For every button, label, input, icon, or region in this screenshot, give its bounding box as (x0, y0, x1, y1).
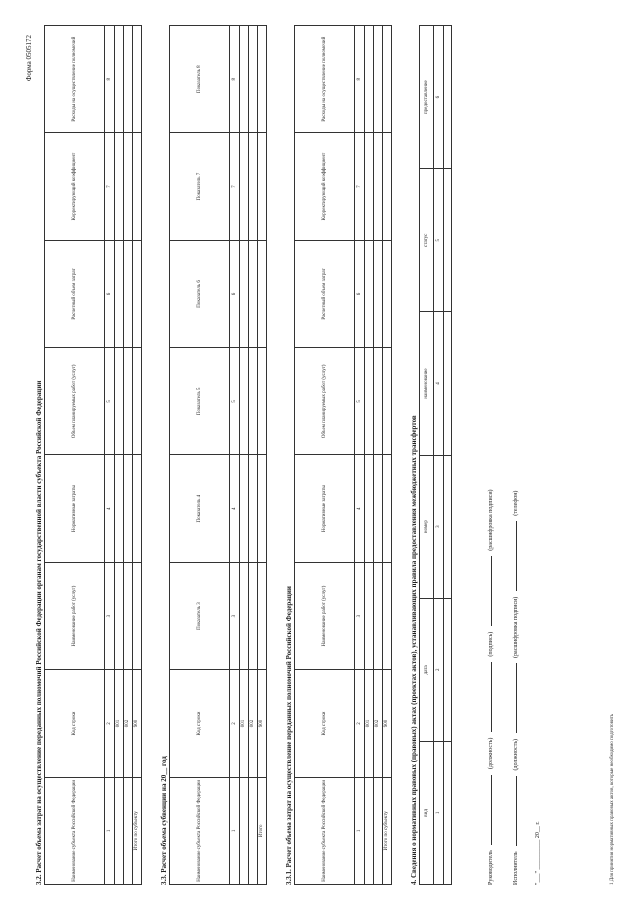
s3-n6: 7 (355, 133, 365, 240)
section-1-table (44, 25, 142, 885)
s2-n2: 3 (230, 562, 240, 669)
head-name-line (485, 556, 492, 626)
section-2-title: 3.3. Расчет объема субвенции на 20__ год (160, 756, 168, 885)
s2-h4: Показатель 5 (170, 348, 230, 455)
s1-r0-c0 (115, 777, 124, 884)
s2-r1-c0 (249, 777, 258, 884)
s2-h1: Код строки (170, 670, 230, 777)
s3-h2: Наименование работ (услуг) (295, 562, 355, 669)
section-2 (160, 25, 267, 885)
s1-h3: Нормативные затраты (45, 455, 105, 562)
s3-h1: Код строки (295, 670, 355, 777)
s2-h3: Показатель 4 (170, 455, 230, 562)
s1-n7: 8 (105, 26, 115, 133)
s1-r1-c1: 002 (124, 670, 133, 777)
head-pos: (должность) (488, 737, 494, 770)
s1-h5: Расчетный объем затрат (45, 240, 105, 347)
s1-r1-c0 (124, 777, 133, 884)
s2-n4: 5 (230, 348, 240, 455)
s2-n7: 8 (230, 26, 240, 133)
s2-r0-c1: 001 (240, 670, 249, 777)
s1-h7: Расходы на осуществление полномочий (45, 26, 105, 133)
s3-r2-c0: Итого по субъекту (383, 777, 392, 884)
head-pos-line (485, 775, 492, 845)
s2-r2-c0: Итого (258, 777, 267, 884)
s4-n2: 3 (434, 455, 444, 598)
s1-h2: Наименование работ (услуг) (45, 562, 105, 669)
s2-r2-c1: 900 (258, 670, 267, 777)
footnote: 1 Для принятия нормативных правовых актов, которые необходимо подготовить (610, 713, 615, 885)
s2-n0: 1 (230, 777, 240, 884)
s3-h7: Расходы на осуществление полномочий (295, 26, 355, 133)
s1-n5: 6 (105, 240, 115, 347)
s1-n4: 5 (105, 348, 115, 455)
s1-n0: 1 (105, 777, 115, 884)
exec-name-line (510, 663, 517, 733)
s2-h5: Показатель 6 (170, 240, 230, 347)
s3-h0: Наименование субъекта Российской Федерации (295, 777, 355, 884)
signature-date: "___" __________ 20__ г. (535, 821, 541, 885)
s2-n5: 6 (230, 240, 240, 347)
s3-h6: Корректирующий коэффициент (295, 133, 355, 240)
s3-n5: 6 (355, 240, 365, 347)
s3-n3: 4 (355, 455, 365, 562)
section-4-table (419, 25, 452, 885)
exec-pos-line (510, 776, 517, 846)
s3-h5: Расчетный объем затрат (295, 240, 355, 347)
executor-label: Исполнитель (513, 851, 519, 885)
signature-head (485, 489, 494, 885)
s4-h5: предоставление (420, 26, 434, 169)
s2-r0-c0 (240, 777, 249, 884)
s2-n1: 2 (230, 670, 240, 777)
s4-h3: наименование (420, 312, 434, 455)
s1-r0-c1: 001 (115, 670, 124, 777)
section-3-table (294, 25, 392, 885)
s4-n4: 5 (434, 169, 444, 312)
s4-h2: номер (420, 455, 434, 598)
s3-n7: 8 (355, 26, 365, 133)
s2-r1-c1: 002 (249, 670, 258, 777)
s3-r1-c1: 002 (374, 670, 383, 777)
section-2-table (169, 25, 267, 885)
s3-r0-c1: 001 (365, 670, 374, 777)
s1-n3: 4 (105, 455, 115, 562)
s4-n3: 4 (434, 312, 444, 455)
head-sign: (подпись) (488, 631, 494, 657)
section-3 (285, 25, 392, 885)
s1-h0: Наименование субъекта Российской Федерации (45, 777, 105, 884)
s4-n5: 6 (434, 26, 444, 169)
exec-phone-line (510, 521, 517, 591)
s1-r2-c0: Итого по субъекту (133, 777, 142, 884)
section-3-title: 3.3.1. Расчет объема затрат на осуществление переданных полномочий Российской Федерации (285, 586, 293, 885)
s3-r0-c0 (365, 777, 374, 884)
s1-n2: 3 (105, 562, 115, 669)
s1-n1: 2 (105, 670, 115, 777)
s4-h4: статус (420, 169, 434, 312)
section-4 (410, 25, 452, 885)
s1-n6: 7 (105, 133, 115, 240)
head-label: Руководитель (488, 850, 494, 885)
s4-n0: 1 (434, 741, 444, 884)
s4-n1: 2 (434, 598, 444, 741)
section-1 (35, 25, 142, 885)
s3-n0: 1 (355, 777, 365, 884)
head-name: (расшифровка подписи) (488, 489, 494, 551)
section-4-title: 4. Сведения о нормативных правовых (правовых) актах (проектах актов), устанавливающих правила предоставления межбюджетных трансфертов (410, 415, 418, 885)
section-1-title: 3.2. Расчет объема затрат на осуществление переданных полномочий Российской Федерации органам государственной власти субъекта Российской Федерации (35, 380, 43, 885)
exec-pos: (должность) (513, 738, 519, 771)
form-label: Форма 0505172 (25, 35, 33, 82)
exec-name: (расшифровка подписи) (513, 596, 519, 658)
document (25, 25, 615, 885)
s1-r2-c1: 900 (133, 670, 142, 777)
s1-h4: Объем планируемых работ (услуг) (45, 348, 105, 455)
s2-h2: Показатель 3 (170, 562, 230, 669)
s3-n2: 3 (355, 562, 365, 669)
s3-h3: Нормативные затраты (295, 455, 355, 562)
s1-h6: Корректирующий коэффициент (45, 133, 105, 240)
s2-h7: Показатель 8 (170, 26, 230, 133)
s4-h1: дата (420, 598, 434, 741)
s3-r2-c1: 900 (383, 670, 392, 777)
s3-n1: 2 (355, 670, 365, 777)
signature-executor (510, 491, 519, 885)
exec-phone: (телефон) (513, 490, 519, 516)
head-sign-line (485, 662, 492, 732)
s3-h4: Объем планируемых работ (услуг) (295, 348, 355, 455)
s2-h0: Наименование субъекта Российской Федерации (170, 777, 230, 884)
s3-n4: 5 (355, 348, 365, 455)
s1-h1: Код строки (45, 670, 105, 777)
s2-h6: Показатель 7 (170, 133, 230, 240)
s3-r1-c0 (374, 777, 383, 884)
s2-n3: 4 (230, 455, 240, 562)
s2-n6: 7 (230, 133, 240, 240)
s4-h0: вид (420, 741, 434, 884)
